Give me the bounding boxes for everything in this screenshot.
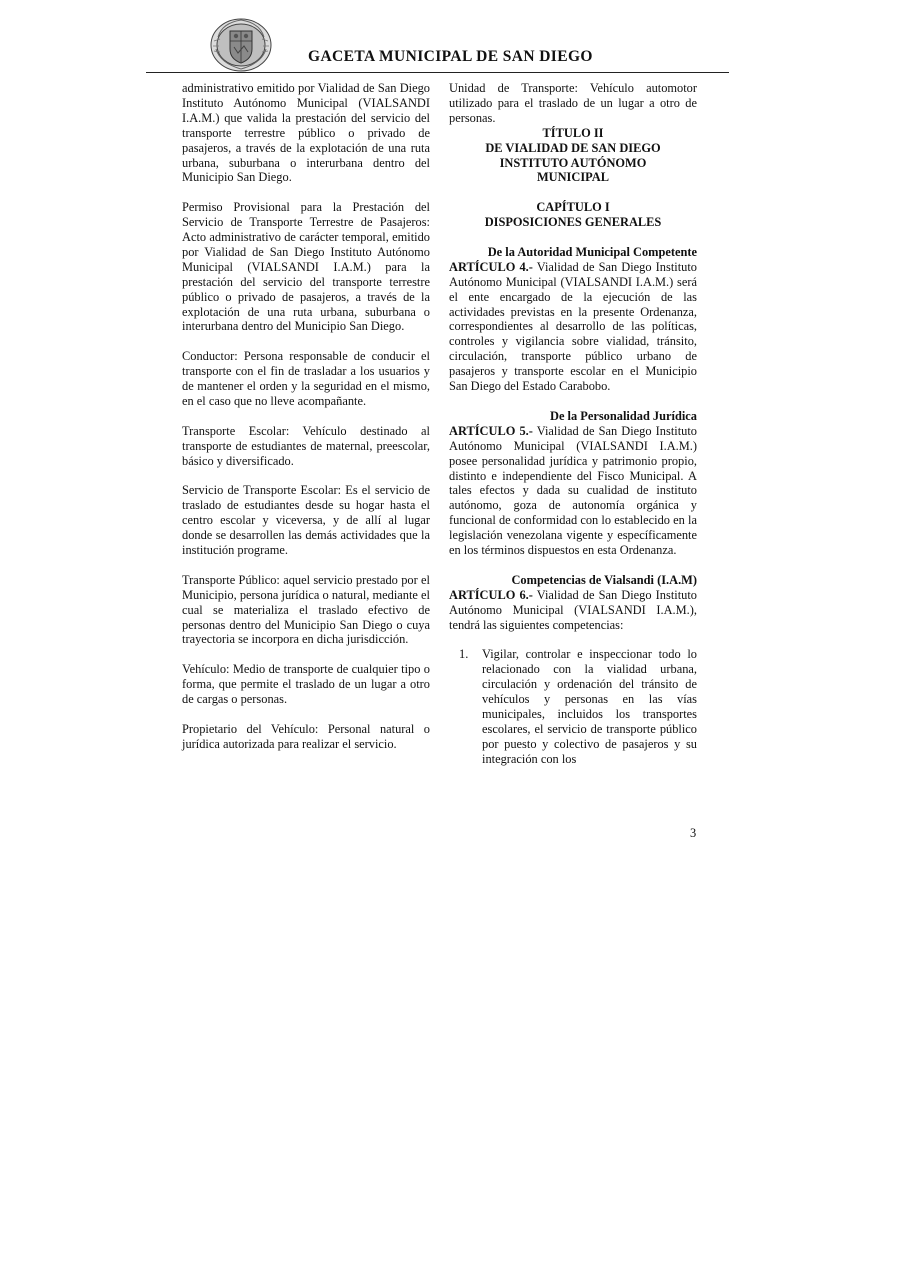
article-6-text: Vialidad de San Diego Instituto Autónomo Municipal (VIALSANDI I.A.M.), tendrá las siguientes competencias: (449, 587, 697, 632)
paragraph: Transporte Público: aquel servicio prestado por el Municipio, persona jurídica o natural, mediante el cual se materializa el traslado efectivo de personas dentro del Municipio San Diego o cuya trayectoria se incorpora en dicha jurisdicción. (182, 572, 430, 647)
right-column (449, 81, 697, 767)
article-4-text: Vialidad de San Diego Instituto Autónomo Municipal (VIALSANDI I.A.M.) será el ente encargado de la ejecución de las actividades previstas en la presente Ordenanza, correspondientes al desarrollo de las políticas, controles y vigilancia sobre vialidad, tránsito, circulación, transporte público urbano de pasajeros y transporte escolar en el Municipio San Diego del Estado Carabobo. (449, 259, 697, 394)
paragraph: Propietario del Vehículo: Personal natural o jurídica autorizada para realizar el servicio. (182, 721, 430, 751)
article-4-heading: De la Autoridad Municipal Competente (487, 244, 697, 259)
competencies-list (449, 647, 697, 766)
list-item-text: Vigilar, controlar e inspeccionar todo lo relacionado con la vialidad urbana, circulación y ordenación del tránsito de vehículos y personas en las vías municipales, incluidos los transportes escolares, el servicio de transporte público por puesto y colectivo de pasajeros y su integración con los (482, 647, 697, 766)
title-heading: TÍTULO II DE VIALIDAD DE SAN DIEGO INSTITUTO AUTÓNOMO MUNICIPAL (485, 125, 661, 185)
article-5-heading: De la Personalidad Jurídica (550, 408, 697, 423)
paragraph: Permiso Provisional para la Prestación del Servicio de Transporte Terrestre de Pasajeros: Acto administrativo de carácter temporal, emitido por Vialidad de San Diego Instituto Autónomo Municipal (VIALSANDI I.A.M.) para la prestación del servicio del transporte terrestre público o privado de pasajeros, a través de la explotación de una ruta urbana, suburbana o interurbana dentro del Municipio San Diego. (182, 200, 430, 334)
article-6 (449, 588, 697, 633)
article-5-text: Vialidad de San Diego Instituto Autónomo Municipal (VIALSANDI I.A.M.) posee personalidad jurídica y patrimonio propio, distinto e independiente del Fisco Municipal. A tales efectos y dada su cualidad de instituto autónomo, goza de autonomía orgánica y funcional de conformidad con lo establecido en la legislación venezolana vigente y específicamente en los términos dispuestos en esta Ordenanza. (449, 423, 697, 558)
page-number: 3 (690, 826, 697, 840)
paragraph: Conductor: Persona responsable de conducir el transporte con el fin de trasladar a los usuarios y de mantener el orden y la seguridad en el mismo, en el caso que no lleve acompañante. (182, 349, 430, 408)
list-item (449, 647, 697, 766)
article-5-label: ARTÍCULO 5.- (449, 423, 533, 438)
header-divider (146, 72, 729, 73)
chapter-heading: CAPÍTULO I DISPOSICIONES GENERALES (484, 200, 662, 230)
article-4-label: ARTÍCULO 4.- (449, 259, 533, 274)
article-6-heading: Competencias de Vialsandi (I.A.M) (511, 572, 697, 587)
coat-of-arms-icon (208, 15, 274, 73)
article-5 (449, 424, 697, 558)
article-4 (449, 260, 697, 394)
paragraph: Unidad de Transporte: Vehículo automotor utilizado para el traslado de un lugar a otro de personas. (449, 81, 697, 125)
paragraph: administrativo emitido por Vialidad de San Diego Instituto Autónomo Municipal (VIALSANDI I.A.M.) que valida la prestación del servicio del transporte terrestre público o privado de pasajeros, a través de la explotación de una ruta urbana, suburbana o interurbana dentro del Municipio San Diego. (182, 81, 430, 185)
paragraph: Transporte Escolar: Vehículo destinado al transporte de estudiantes de maternal, preescolar, básico y diversificado. (182, 423, 430, 468)
paragraph: Vehículo: Medio de transporte de cualquier tipo o forma, que permite el traslado de un lugar a otro de cargas o personas. (182, 662, 430, 707)
list-item-number: 1. (459, 647, 469, 662)
paragraph: Servicio de Transporte Escolar: Es el servicio de traslado de estudiantes desde su hogar hasta el centro escolar y viceversa, y de allí al lugar donde se desarrollen las demás actividades que la institución programe. (182, 483, 430, 558)
gazette-title: GACETA MUNICIPAL DE SAN DIEGO (308, 48, 593, 65)
article-6-label: ARTÍCULO 6.- (449, 587, 533, 602)
left-column (182, 81, 430, 752)
